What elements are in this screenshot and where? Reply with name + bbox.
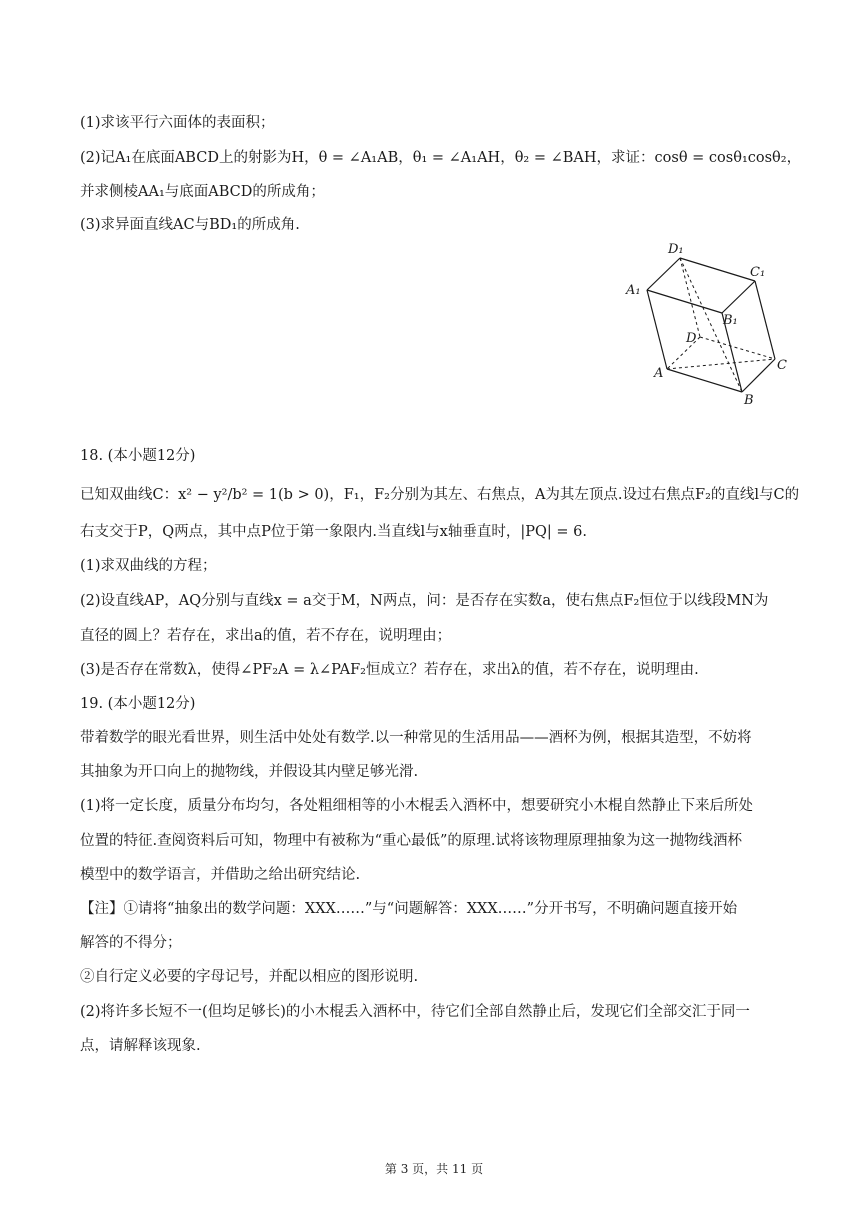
edge-b1-a1 (647, 290, 722, 313)
q19-part2-line2: 点，请解释该现象. (80, 1038, 201, 1054)
edge-a-b (667, 369, 742, 392)
q18-part2-line1: (2)设直线AP，AQ分别与直线x = a交于M，N两点，问：是否存在实数a，使右焦点F₂恒位于以线段MN为 (80, 593, 769, 609)
q19-heading: 19. (本小题12分) (80, 696, 196, 712)
edge-d1-c1 (680, 258, 755, 281)
label-a: A (654, 366, 664, 381)
q17-part2-line2: 并求侧棱AA₁与底面ABCD的所成角； (80, 184, 325, 200)
q19-part1-line1: (1)将一定长度，质量分布均匀，各处粗细相等的小木棍丢入酒杯中，想要研究小木棍自然静止下来后所处 (80, 798, 754, 814)
label-c1: C₁ (750, 265, 766, 280)
q17-part3: (3)求异面直线AC与BD₁的所成角. (80, 217, 300, 233)
q18-heading: 18. (本小题12分) (80, 448, 196, 464)
q19-stem-line2: 其抽象为开口向上的抛物线，并假设其内壁足够光滑. (80, 764, 419, 780)
q17-part2-line1: (2)记A₁在底面ABCD上的射影为H，θ = ∠A₁AB，θ₁ = ∠A₁AH，θ₂ = ∠BAH，求证：cosθ = cosθ₁cosθ₂， (80, 150, 802, 166)
q17-part1: (1)求该平行六面体的表面积； (80, 115, 275, 131)
edge-c1-b1 (722, 281, 755, 313)
edge-d-c (700, 337, 775, 359)
q19-part1-line3: 模型中的数学语言，并借助之给出研究结论. (80, 867, 361, 883)
label-b: B (744, 393, 754, 408)
q18-stem-line2: 右支交于P，Q两点，其中点P位于第一象限内.当直线l与x轴垂直时，|PQ| = 6. (80, 524, 587, 540)
q18-part2-line2: 直径的圆上？若存在，求出a的值，若不存在，说明理由； (80, 628, 452, 644)
q18-stem-line1: 已知双曲线C：x² − y²/b² = 1(b > 0)，F₁，F₂分别为其左、右焦点，A为其左顶点.设过右焦点F₂的直线l与C的 (80, 487, 800, 503)
edge-b-c (742, 359, 775, 392)
q19-note-line3: ②自行定义必要的字母记号，并配以相应的图形说明. (80, 969, 419, 985)
q19-part2-line1: (2)将许多长短不一(但均足够长)的小木棍丢入酒杯中，待它们全部自然静止后，发现它们全部交汇于同一 (80, 1004, 750, 1020)
label-a1: A₁ (626, 283, 641, 298)
label-b1: B₁ (723, 313, 738, 328)
label-d1: D₁ (668, 242, 684, 257)
q18-part3: (3)是否存在常数λ，使得∠PF₂A = λ∠PAF₂恒成立？若存在，求出λ的值，若不存在，说明理由. (80, 662, 699, 678)
q18-part1: (1)求双曲线的方程； (80, 558, 217, 574)
q19-part1-line2: 位置的特征.查阅资料后可知，物理中有被称为“重心最低”的原理.试将该物理原理抽象为这一抛物线酒杯 (80, 833, 743, 849)
page-number: 第 3 页，共 11 页 (384, 1162, 484, 1176)
label-c: C (777, 358, 787, 373)
label-d: D (686, 331, 697, 346)
edge-a1-d1 (647, 258, 680, 290)
q19-note-line1: 【注】①请将“抽象出的数学问题：XXX……”与“问题解答：XXX……”分开书写，不明确问题直接开始 (80, 901, 738, 917)
edge-c1-c (755, 281, 775, 359)
edge-d1-d (680, 258, 700, 337)
q19-note-line2: 解答的不得分； (80, 935, 182, 951)
q19-stem-line1: 带着数学的眼光看世界，则生活中处处有数学.以一种常见的生活用品——酒杯为例，根据其造型，不妨将 (80, 730, 752, 746)
edge-a1-a (647, 290, 667, 369)
parallelepiped-figure (600, 232, 800, 412)
diagonal-a-c (667, 359, 775, 369)
